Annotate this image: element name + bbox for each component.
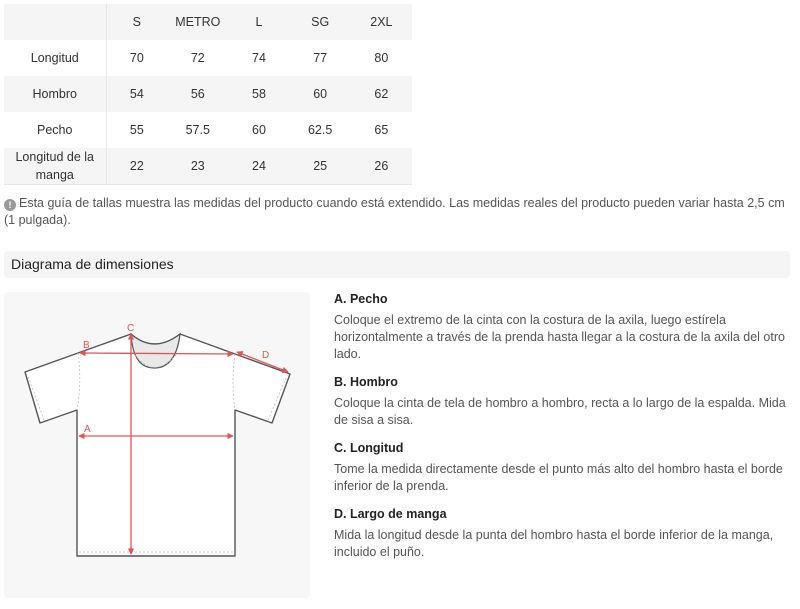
instruction-text: Coloque el extremo de la cinta con la costura de la axila, luego estírela horizontalmente a través de la prenda hasta llegar a la costura de la axila del otro lado.	[334, 313, 785, 361]
table-row	[4, 40, 412, 76]
instruction-title: A. Pecho	[334, 292, 388, 306]
table-cell: 54	[106, 76, 167, 112]
table-row	[4, 76, 412, 112]
instruction-text: Tome la medida directamente desde el punto más alto del hombro hasta el borde inferior de la prenda.	[334, 462, 783, 493]
table-cell: 24	[228, 148, 289, 185]
info-icon: !	[4, 199, 16, 211]
table-cell: 26	[351, 148, 412, 185]
row-label: Longitud	[4, 40, 106, 76]
instruction-text: Coloque la cinta de tela de hombro a hombro, recta a lo largo de la espalda. Mida de sisa a sisa.	[334, 396, 786, 427]
table-corner-cell	[4, 4, 106, 40]
instruction-title: C. Longitud	[334, 441, 404, 455]
size-chart-table	[4, 4, 412, 185]
table-cell: 77	[290, 40, 351, 76]
table-cell: 70	[106, 40, 167, 76]
row-label: Pecho	[4, 112, 106, 148]
instruction-title: D. Largo de manga	[334, 507, 447, 521]
row-label: Longitud de la manga	[4, 148, 106, 185]
measurement-instructions	[334, 291, 794, 561]
instruction-item	[334, 506, 794, 561]
table-cell: 80	[351, 40, 412, 76]
table-cell: 22	[106, 148, 167, 185]
table-cell: 62	[351, 76, 412, 112]
size-header-l: L	[228, 4, 289, 40]
instruction-text: Mida la longitud desde la punta del hombro hasta el borde inferior de la manga, incluido el puño.	[334, 528, 774, 559]
diagram-label-a: A	[84, 424, 91, 435]
size-header-s: S	[106, 4, 167, 40]
table-cell: 55	[106, 112, 167, 148]
table-cell: 57.5	[167, 112, 228, 148]
table-cell: 62.5	[290, 112, 351, 148]
instruction-item	[334, 440, 794, 495]
row-label: Hombro	[4, 76, 106, 112]
table-cell: 56	[167, 76, 228, 112]
table-cell: 23	[167, 148, 228, 185]
table-cell: 58	[228, 76, 289, 112]
tshirt-diagram	[4, 292, 310, 598]
table-cell: 72	[167, 40, 228, 76]
table-cell: 65	[351, 112, 412, 148]
diagram-label-b: B	[83, 340, 90, 351]
diagram-label-d: D	[262, 350, 270, 361]
table-header-row	[4, 4, 412, 40]
size-header-2xl: 2XL	[351, 4, 412, 40]
size-disclaimer-note	[4, 195, 794, 228]
diagram-label-c: C	[127, 323, 135, 334]
table-row	[4, 112, 412, 148]
table-cell: 60	[228, 112, 289, 148]
dimension-diagram	[4, 292, 310, 598]
table-row	[4, 148, 412, 185]
instruction-item	[334, 291, 794, 363]
size-header-m: METRO	[167, 4, 228, 40]
size-header-xl: SG	[290, 4, 351, 40]
table-cell: 60	[290, 76, 351, 112]
instruction-item	[334, 374, 794, 429]
table-cell: 74	[228, 40, 289, 76]
instruction-title: B. Hombro	[334, 375, 398, 389]
note-text: Esta guía de tallas muestra las medidas del producto cuando está extendido. Las medidas reales del producto pueden variar hasta 2,5 cm (1 pulgada).	[4, 196, 785, 227]
table-cell: 25	[290, 148, 351, 185]
section-title: Diagrama de dimensiones	[4, 251, 790, 278]
